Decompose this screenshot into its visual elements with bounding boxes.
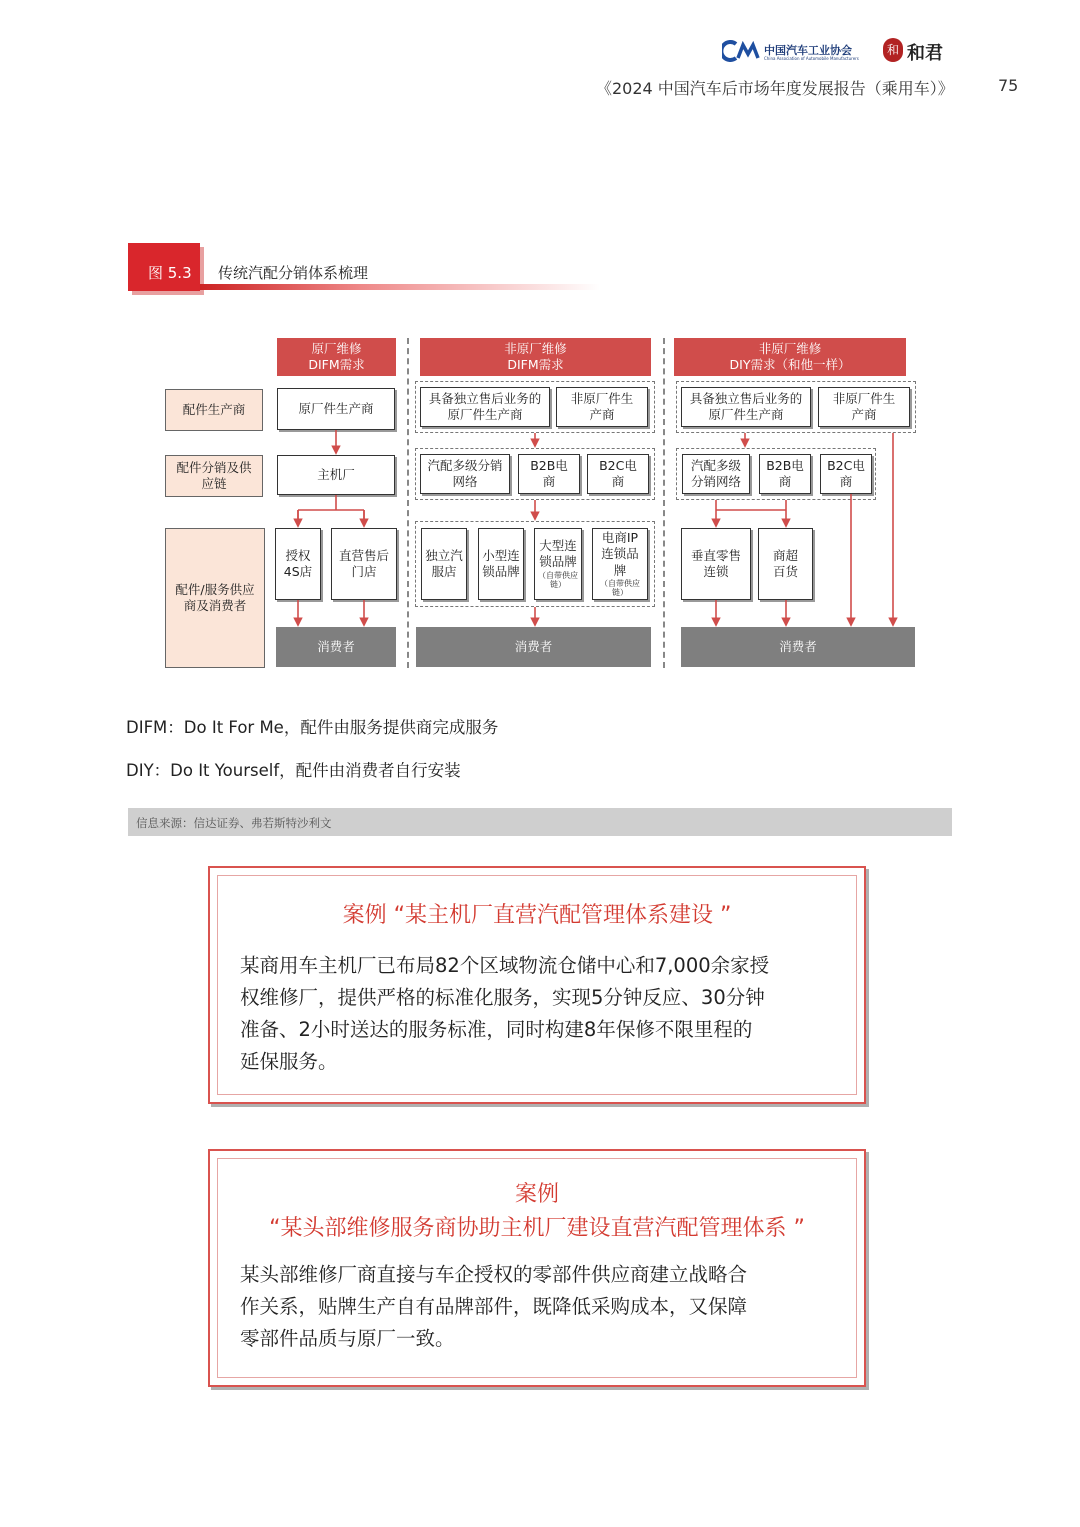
direct-aftersales-store-box: 直营售后门店 (331, 528, 397, 600)
small-chain-brand-box: 小型连锁品牌 (478, 528, 524, 600)
non-oem-manufacturer-box: 非原厂件生产商 (556, 387, 648, 427)
row-label-distribution: 配件分销及供应链 (165, 455, 263, 497)
case-body (240, 950, 840, 1078)
multi-level-distribution-box: 汽配多级分销网络 (682, 454, 750, 494)
large-chain-brand-label: 大型连锁品牌 (539, 538, 577, 570)
case-body-line: 某头部维修厂商直接与车企授权的零部件供应商建立战略合 (240, 1263, 748, 1286)
column-header-line1: 非原厂维修 (758, 340, 822, 356)
column-header-line2: DIFM需求 (507, 357, 564, 372)
source-text: 信息来源：信达证券、弗若斯特沙利文 (136, 816, 332, 830)
case-body-line: 零部件品质与原厂一致。 (240, 1327, 455, 1350)
consumer-box: 消费者 (681, 627, 915, 667)
b2b-ecommerce-box: B2B电商 (759, 454, 811, 494)
independent-oem-manufacturer-box: 具备独立售后业务的原厂件生产商 (420, 387, 550, 427)
column-header-line1: 原厂维修 (311, 340, 362, 356)
figure-tag-label: 图 5.3 (148, 264, 192, 282)
case-box-1 (208, 866, 866, 1104)
multi-level-distribution-box: 汽配多级分销网络 (420, 454, 510, 494)
case-body (240, 1259, 840, 1355)
case-body-line: 准备、2小时送达的服务标准，同时构建8年保修不限里程的 (240, 1018, 753, 1041)
case-body-line: 作关系，贴牌生产自有品牌部件，既降低采购成本，又保障 (240, 1295, 748, 1318)
own-supply-chain-note: （自带供应链） (600, 578, 640, 598)
diy-definition: DIY：Do It Yourself，配件由消费者自行安装 (126, 761, 461, 780)
case-body-line: 某商用车主机厂已布局82个区域物流仓储中心和7,000余家授 (240, 954, 770, 977)
row-label-manufacturer: 配件生产商 (165, 389, 263, 431)
caam-logo-text: 中国汽车工业协会 (764, 44, 852, 57)
authorized-4s-store-box: 授权4S店 (275, 528, 321, 600)
case-title-line1: 案例 (514, 1182, 559, 1207)
vertical-retail-chain-box: 垂直零售连锁 (681, 528, 751, 600)
consumer-box: 消费者 (416, 627, 651, 667)
caam-logo-subtext: China Association of Automobile Manufacturers (764, 56, 859, 61)
b2c-ecommerce-box: B2C电商 (820, 454, 872, 494)
case-body-line: 延保服务。 (240, 1050, 338, 1073)
column-header-line1: 非原厂维修 (504, 340, 567, 356)
consumer-box: 消费者 (276, 627, 396, 667)
independent-oem-manufacturer-box: 具备独立售后业务的原厂件生产商 (681, 387, 811, 427)
row-label-provider-consumer: 配件/服务供应商及消费者 (165, 528, 265, 668)
case-title: 案例 “某主机厂直营汽配管理体系建设 ” (342, 903, 732, 928)
difm-definition: DIFM：Do It For Me，配件由服务提供商完成服务 (126, 718, 499, 737)
case-body-line: 权维修厂，提供严格的标准化服务，实现5分钟反应、30分钟 (240, 986, 765, 1009)
report-title: 《2024 中国汽车后市场年度发展报告（乘用车）》 (596, 79, 954, 98)
figure-title: 传统汽配分销体系梳理 (218, 264, 369, 282)
case-title-line2: “某头部维修服务商协助主机厂建设直营汽配管理体系 ” (269, 1216, 805, 1241)
oem-parts-manufacturer-box: 原厂件生产商 (277, 388, 395, 430)
automaker-box: 主机厂 (277, 455, 395, 495)
b2c-ecommerce-box: B2C电商 (587, 454, 649, 494)
non-oem-manufacturer-box: 非原厂件生产商 (818, 387, 910, 427)
ecommerce-ip-chain-brand-label: 电商IP连锁品牌 (601, 530, 639, 578)
independent-service-shop-box: 独立汽服店 (421, 528, 467, 600)
hejun-logo-text: 和君 (907, 43, 943, 64)
own-supply-chain-note: （自带供应链） (538, 570, 578, 590)
hejun-seal-icon: 和 (883, 38, 903, 62)
b2b-ecommerce-box: B2B电商 (518, 454, 580, 494)
page-number: 75 (998, 76, 1019, 95)
supermarket-department-store-box: 商超百货 (758, 528, 813, 600)
column-header-line2: DIY需求（和他一样） (729, 357, 851, 372)
diagram-arrows (0, 0, 1080, 700)
case-box-2 (208, 1149, 866, 1387)
column-header-line2: DIFM需求 (308, 357, 365, 372)
